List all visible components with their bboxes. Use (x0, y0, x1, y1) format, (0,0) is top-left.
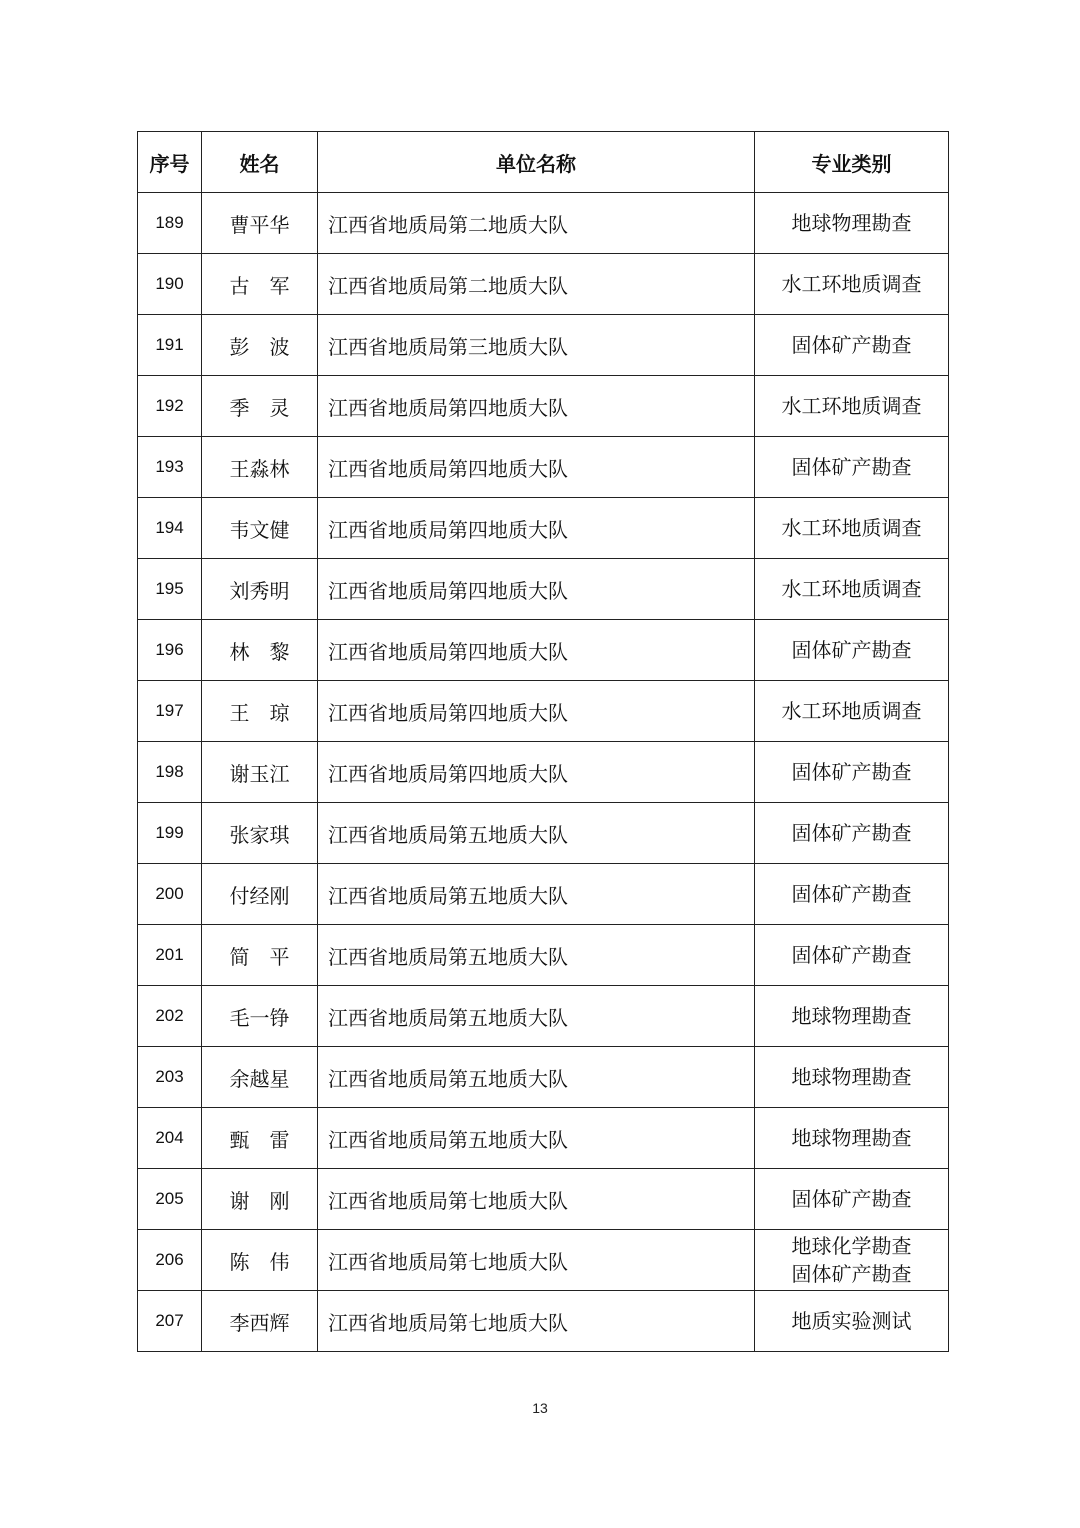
cell-seq: 197 (138, 681, 202, 742)
cell-major (755, 620, 949, 681)
cell-seq: 192 (138, 376, 202, 437)
table-row (138, 1230, 949, 1291)
cell-seq: 206 (138, 1230, 202, 1291)
major-line: 固体矿产勘查 (791, 760, 912, 784)
cell-seq: 189 (138, 193, 202, 254)
cell-seq: 190 (138, 254, 202, 315)
cell-seq: 194 (138, 498, 202, 559)
cell-major (755, 315, 949, 376)
cell-unit: 江西省地质局第四地质大队 (318, 498, 755, 559)
cell-unit: 江西省地质局第三地质大队 (318, 315, 755, 376)
cell-unit: 江西省地质局第四地质大队 (318, 437, 755, 498)
cell-major (755, 1108, 949, 1169)
major-line: 固体矿产勘查 (791, 455, 912, 479)
cell-name: 余越星 (202, 1047, 318, 1108)
cell-name: 彭 波 (202, 315, 318, 376)
cell-major (755, 437, 949, 498)
cell-name: 王 琼 (202, 681, 318, 742)
major-line: 固体矿产勘查 (791, 638, 912, 662)
cell-unit: 江西省地质局第二地质大队 (318, 254, 755, 315)
cell-name: 韦文健 (202, 498, 318, 559)
cell-seq: 196 (138, 620, 202, 681)
cell-name: 谢玉江 (202, 742, 318, 803)
page-number: 13 (532, 1400, 548, 1416)
major-line: 固体矿产勘查 (791, 333, 912, 357)
cell-major (755, 742, 949, 803)
cell-unit: 江西省地质局第五地质大队 (318, 864, 755, 925)
cell-name: 付经刚 (202, 864, 318, 925)
cell-seq: 202 (138, 986, 202, 1047)
cell-unit: 江西省地质局第二地质大队 (318, 193, 755, 254)
table-row (138, 986, 949, 1047)
cell-major (755, 559, 949, 620)
major-line: 水工环地质调查 (781, 516, 922, 540)
table-header-row (138, 132, 949, 193)
table-row (138, 1047, 949, 1108)
header-unit: 单位名称 (318, 132, 755, 193)
cell-seq: 193 (138, 437, 202, 498)
cell-major (755, 925, 949, 986)
cell-major (755, 498, 949, 559)
major-line: 水工环地质调查 (781, 699, 922, 723)
cell-seq: 201 (138, 925, 202, 986)
cell-unit: 江西省地质局第五地质大队 (318, 803, 755, 864)
major-line: 水工环地质调查 (781, 272, 922, 296)
table-row (138, 925, 949, 986)
cell-name: 甄 雷 (202, 1108, 318, 1169)
cell-name: 毛一铮 (202, 986, 318, 1047)
table-row (138, 559, 949, 620)
cell-unit: 江西省地质局第四地质大队 (318, 742, 755, 803)
cell-name: 张家琪 (202, 803, 318, 864)
major-line: 地球物理勘查 (791, 1126, 912, 1150)
major-line: 地球物理勘查 (791, 1004, 912, 1028)
major-line: 固体矿产勘查 (791, 1187, 912, 1211)
roster-table (137, 131, 949, 1352)
cell-name: 刘秀明 (202, 559, 318, 620)
major-line: 固体矿产勘查 (791, 1262, 912, 1286)
cell-name: 林 黎 (202, 620, 318, 681)
cell-unit: 江西省地质局第四地质大队 (318, 376, 755, 437)
table-row (138, 1169, 949, 1230)
cell-name: 王淼林 (202, 437, 318, 498)
header-name: 姓名 (202, 132, 318, 193)
cell-seq: 207 (138, 1291, 202, 1352)
cell-seq: 199 (138, 803, 202, 864)
cell-major (755, 1291, 949, 1352)
cell-name: 曹平华 (202, 193, 318, 254)
cell-name: 陈 伟 (202, 1230, 318, 1291)
major-line: 固体矿产勘查 (791, 943, 912, 967)
major-line: 地质实验测试 (791, 1309, 912, 1333)
cell-unit: 江西省地质局第七地质大队 (318, 1291, 755, 1352)
table-row (138, 193, 949, 254)
cell-unit: 江西省地质局第五地质大队 (318, 986, 755, 1047)
cell-seq: 195 (138, 559, 202, 620)
cell-major (755, 681, 949, 742)
cell-major (755, 864, 949, 925)
major-line: 地球化学勘查 (791, 1234, 912, 1258)
major-line: 地球物理勘查 (791, 211, 912, 235)
major-line: 地球物理勘查 (791, 1065, 912, 1089)
cell-major (755, 254, 949, 315)
major-line: 水工环地质调查 (781, 577, 922, 601)
cell-name: 谢 刚 (202, 1169, 318, 1230)
cell-name: 古 军 (202, 254, 318, 315)
table-row (138, 742, 949, 803)
table-row (138, 803, 949, 864)
table-row (138, 1291, 949, 1352)
cell-unit: 江西省地质局第七地质大队 (318, 1230, 755, 1291)
cell-unit: 江西省地质局第五地质大队 (318, 1047, 755, 1108)
cell-seq: 204 (138, 1108, 202, 1169)
cell-name: 简 平 (202, 925, 318, 986)
cell-major (755, 803, 949, 864)
cell-unit: 江西省地质局第五地质大队 (318, 925, 755, 986)
cell-unit: 江西省地质局第四地质大队 (318, 620, 755, 681)
cell-seq: 198 (138, 742, 202, 803)
cell-seq: 205 (138, 1169, 202, 1230)
header-major: 专业类别 (755, 132, 949, 193)
cell-major (755, 1230, 949, 1291)
cell-name: 季 灵 (202, 376, 318, 437)
header-seq: 序号 (138, 132, 202, 193)
cell-major (755, 193, 949, 254)
cell-name: 李西辉 (202, 1291, 318, 1352)
cell-unit: 江西省地质局第四地质大队 (318, 681, 755, 742)
cell-seq: 191 (138, 315, 202, 376)
cell-major (755, 1169, 949, 1230)
cell-major (755, 986, 949, 1047)
major-line: 固体矿产勘查 (791, 882, 912, 906)
table-row (138, 498, 949, 559)
major-line: 水工环地质调查 (781, 394, 922, 418)
roster-body (138, 193, 949, 1352)
table-row (138, 620, 949, 681)
cell-unit: 江西省地质局第七地质大队 (318, 1169, 755, 1230)
table-row (138, 315, 949, 376)
cell-seq: 200 (138, 864, 202, 925)
major-line: 固体矿产勘查 (791, 821, 912, 845)
table-row (138, 254, 949, 315)
cell-unit: 江西省地质局第四地质大队 (318, 559, 755, 620)
table-row (138, 864, 949, 925)
table-row (138, 1108, 949, 1169)
cell-major (755, 376, 949, 437)
cell-major (755, 1047, 949, 1108)
cell-seq: 203 (138, 1047, 202, 1108)
cell-unit: 江西省地质局第五地质大队 (318, 1108, 755, 1169)
table-row (138, 376, 949, 437)
table-row (138, 437, 949, 498)
table-row (138, 681, 949, 742)
